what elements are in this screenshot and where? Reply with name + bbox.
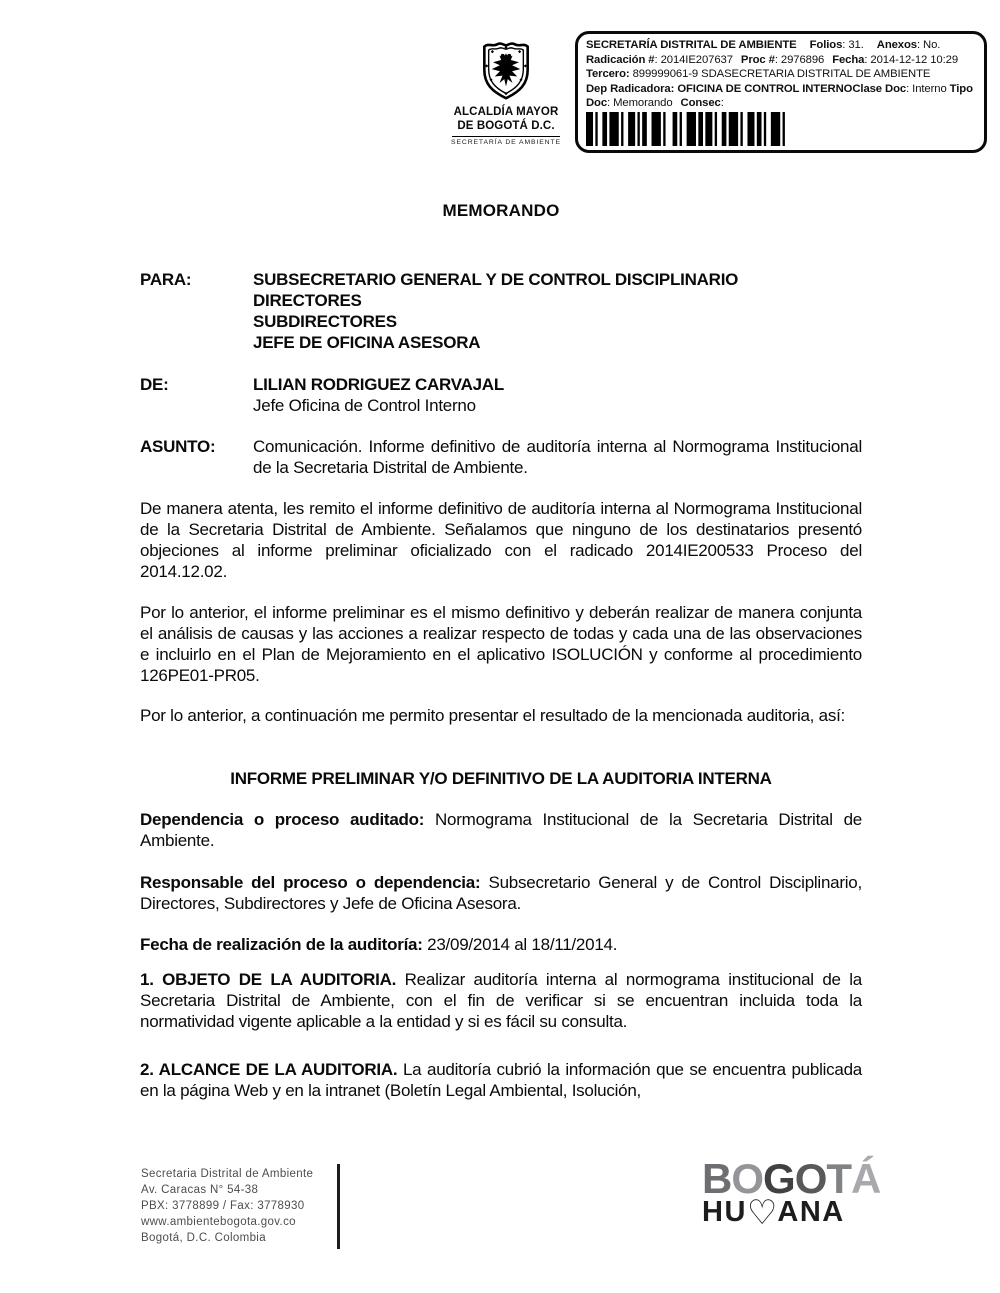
responsable-text: Subsecretario General y de Control Disciplinario, Directores, Subdirectores y Jefe de Oficina Asesora. — [140, 873, 862, 913]
bogota-letter: G — [763, 1155, 795, 1202]
alcance-label: 2. ALCANCE DE LA AUDITORIA. — [140, 1060, 398, 1079]
para-recipient: SUBDIRECTORES — [253, 312, 397, 331]
para-recipient: JEFE DE OFICINA ASESORA — [253, 333, 481, 352]
fecha-label: Fecha — [832, 53, 865, 66]
logo-line-alcaldia: ALCALDÍA MAYOR — [453, 106, 559, 118]
para-label: PARA: — [140, 270, 192, 289]
humana-right: ANA — [777, 1196, 845, 1228]
bogota-wordmark — [702, 1155, 902, 1202]
consec-label: Consec — [680, 97, 721, 110]
footer-divider — [337, 1164, 340, 1249]
logo-line-secretaria: SECRETARÍA DE AMBIENTE — [451, 139, 561, 146]
bogota-letter: O — [731, 1155, 764, 1202]
bogota-letter: O — [794, 1155, 827, 1202]
sender-title: Jefe Oficina de Control Interno — [253, 396, 476, 415]
radication-line-1 — [586, 38, 976, 53]
dep-radicadora-label: Dep Radicadora: — [586, 82, 675, 95]
asunto-field — [140, 436, 862, 478]
sender-name: LILIAN RODRIGUEZ CARVAJAL — [253, 375, 504, 394]
bogota-humana-logo — [702, 1155, 902, 1232]
de-field — [140, 374, 862, 416]
fecha-paragraph — [140, 934, 862, 955]
anexos-label: Anexos — [876, 39, 917, 51]
footer-address-block — [141, 1166, 313, 1246]
bogota-coat-of-arms-icon — [480, 38, 532, 102]
para-recipient: SUBSECRETARIO GENERAL Y DE CONTROL DISCIPLINARIO — [253, 270, 739, 289]
radication-line-2 — [586, 53, 976, 68]
radication-line-3 — [586, 67, 976, 82]
paragraph-2: Por lo anterior, el informe preliminar es el mismo definitivo y deberán realizar de manera conjunta el análisis de causas y las acciones a realizar respecto de todas y cada una de las observaciones e incluirlo en el Plan de Mejoramiento en el aplicativo ISOLUCIÓN y conforme al procedimiento 126PE01-PR05. — [140, 603, 862, 685]
asunto-label: ASUNTO: — [140, 437, 216, 456]
proc-value: : 2976896 — [774, 53, 825, 66]
address-line: Bogotá, D.C. Colombia — [141, 1232, 266, 1244]
memo-body — [140, 200, 862, 1101]
dependencia-paragraph — [140, 809, 862, 851]
fecha-auditoria-label: Fecha de realización de la auditoría: — [140, 935, 423, 954]
objeto-label: 1. OBJETO DE LA AUDITORIA. — [140, 970, 397, 989]
consec-value: : — [720, 97, 724, 110]
address-line: Av. Caracas N° 54-38 — [141, 1184, 259, 1196]
radication-line-4 — [586, 82, 976, 97]
tipo-label: Tipo — [949, 82, 973, 95]
tercero-label: Tercero: — [586, 68, 630, 81]
clase-doc-value: : Interno — [906, 82, 950, 95]
alcance-paragraph — [140, 1059, 862, 1101]
doc-label: Doc — [586, 97, 608, 110]
para-value — [253, 269, 862, 353]
responsable-label: Responsable del proceso o dependencia: — [140, 873, 481, 892]
objeto-text: Realizar auditoría interna al normograma institucional de la Secretaria Distrital de Ambiente, con el fin de verificar si se encuentran incluida toda la normatividad vigente aplicable a la entidad y si es fácil su consulta. — [140, 970, 862, 1031]
alcance-text: La auditoría cubrió la información que se encuentra publicada en la página Web y en la intranet (Boletín Legal Ambiental, Isolución, — [140, 1060, 862, 1100]
heart-icon: ♡ — [746, 1194, 778, 1232]
dependencia-label: Dependencia o proceso auditado: — [140, 810, 425, 829]
logo-divider — [452, 136, 560, 137]
bogota-letter: Á — [851, 1155, 881, 1202]
bogota-letter: B — [702, 1155, 732, 1202]
logo-line-bogota: DE BOGOTÁ D.C. — [457, 119, 555, 132]
humana-left: HU — [702, 1196, 747, 1228]
dep-radicadora-value: OFICINA DE CONTROL INTERNO — [674, 82, 853, 95]
anexos-value: : No. — [916, 39, 941, 51]
para-field — [140, 269, 862, 353]
dependencia-text: Normograma Institucional de la Secretaria Distrital de Ambiente. — [140, 810, 862, 850]
alcaldia-logo — [440, 38, 572, 146]
objeto-paragraph — [140, 969, 862, 1032]
address-line: Secretaria Distrital de Ambiente — [141, 1168, 314, 1180]
clase-doc-label: Clase Doc — [852, 82, 907, 95]
doc-value: : Memorando — [607, 97, 673, 110]
paragraph-3: Por lo anterior, a continuación me permito presentar el resultado de la mencionada auditoria, así: — [140, 706, 846, 725]
memo-title: MEMORANDO — [442, 201, 560, 220]
proc-label: Proc # — [740, 53, 775, 66]
de-label: DE: — [140, 375, 169, 394]
radication-entity: SECRETARÍA DISTRITAL DE AMBIENTE — [586, 39, 797, 51]
radication-line-5 — [586, 96, 976, 111]
asunto-value: Comunicación. Informe definitivo de auditoría interna al Normograma Institucional de la Secretaria Distrital de Ambiente. — [253, 437, 862, 477]
folios-label: Folios — [809, 39, 843, 51]
report-title: INFORME PRELIMINAR Y/O DEFINITIVO DE LA AUDITORIA INTERNA — [230, 769, 772, 788]
bogota-letter: T — [826, 1155, 852, 1202]
para-recipient: DIRECTORES — [253, 291, 362, 310]
fecha-auditoria-text: 23/09/2014 al 18/11/2014. — [422, 935, 618, 954]
responsable-paragraph — [140, 872, 862, 914]
fecha-value: : 2014-12-12 10:29 — [864, 53, 959, 66]
de-value — [253, 374, 862, 416]
radicacion-label: Radicación # — [586, 53, 655, 66]
folios-value: : 31. — [842, 39, 864, 51]
tercero-value: 899999061-9 SDASECRETARIA DISTRITAL DE AMBIENTE — [629, 68, 931, 81]
paragraph-1: De manera atenta, les remito el informe definitivo de auditoría interna al Normograma Institucional de la Secretaria Distrital de Ambiente. Señalamos que ninguno de los destinatarios presentó objeciones al informe preliminar oficializado con el radicado 2014IE200533 Proceso del 2014.12.02. — [140, 499, 862, 581]
radication-stamp-box — [575, 31, 987, 153]
radicacion-value: : 2014IE207637 — [654, 53, 733, 66]
address-line: PBX: 3778899 / Fax: 3778930 — [141, 1200, 305, 1212]
barcode — [586, 112, 793, 146]
address-line: www.ambientebogota.gov.co — [141, 1216, 296, 1228]
